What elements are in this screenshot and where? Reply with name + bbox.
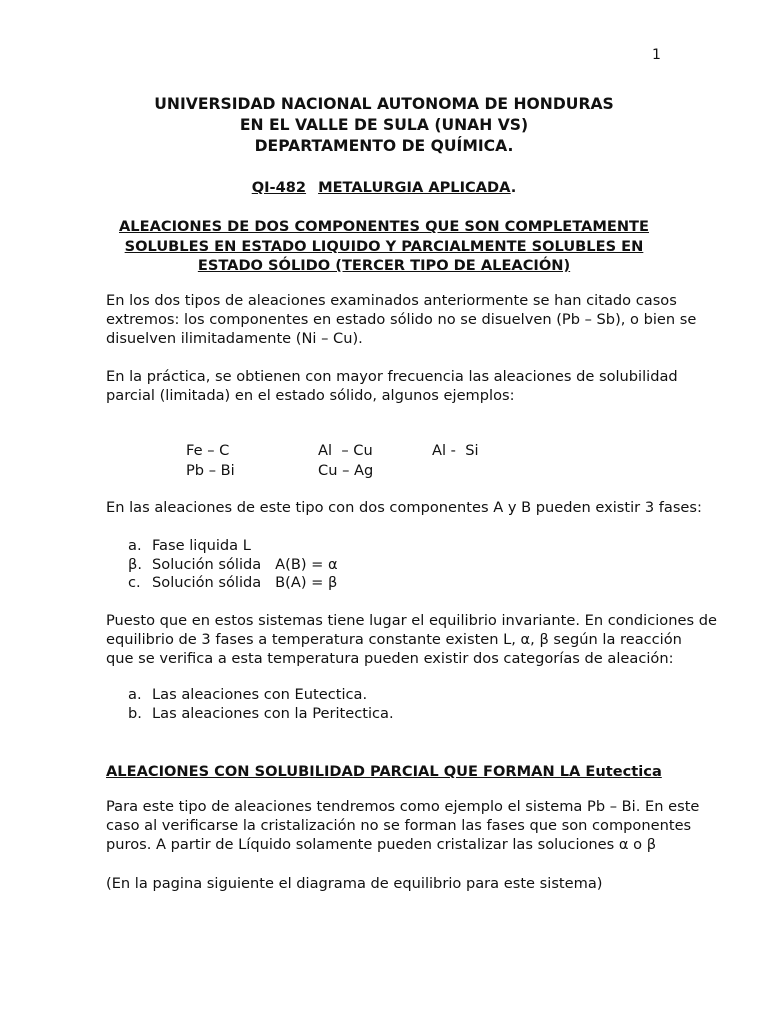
list-item bbox=[128, 685, 368, 704]
list-marker: a. bbox=[128, 537, 142, 554]
practice-paragraph bbox=[106, 367, 678, 405]
section-heading: ALEACIONES CON SOLUBILIDAD PARCIAL QUE FORMAN LA Eutectica bbox=[106, 763, 662, 780]
list-item bbox=[128, 573, 338, 592]
list-text: Las aleaciones con la Peritectica. bbox=[152, 704, 394, 722]
list-marker: β. bbox=[128, 555, 142, 573]
paragraph-line: Puesto que en estos sistemas tiene lugar el equilibrio invariante. En condiciones de bbox=[106, 612, 717, 629]
paragraph-line: que se verifica a esta temperatura pueden existir dos categorías de aleación: bbox=[106, 650, 674, 667]
intro-paragraph bbox=[106, 291, 697, 348]
topic-title-line: ESTADO SÓLIDO (TERCER TIPO DE ALEACIÓN) bbox=[197, 257, 571, 274]
topic-title-line: ALEACIONES DE DOS COMPONENTES QUE SON COMPLETAMENTE bbox=[119, 218, 649, 235]
paragraph-line: En los dos tipos de aleaciones examinados anteriormente se han citado casos bbox=[106, 292, 677, 309]
course-code: QI-482 bbox=[251, 179, 307, 196]
alloy-example: Cu – Ag bbox=[318, 461, 374, 479]
paragraph-line: disuelven ilimitadamente (Ni – Cu). bbox=[106, 330, 363, 347]
list-item bbox=[128, 555, 338, 574]
paragraph-line: caso al verificarse la cristalización no se forman las fases que son componentes bbox=[106, 817, 692, 834]
list-marker: b. bbox=[128, 704, 142, 722]
paragraph-line: Para este tipo de aleaciones tendremos como ejemplo el sistema Pb – Bi. En este bbox=[106, 798, 700, 815]
page-number: 1 bbox=[652, 47, 661, 63]
next-page-note bbox=[106, 874, 662, 893]
eutectic-paragraph bbox=[106, 797, 700, 854]
campus-name: EN EL VALLE DE SULA (UNAH VS) bbox=[239, 116, 529, 134]
list-marker: c. bbox=[128, 574, 141, 591]
alloy-example: Fe – C bbox=[186, 442, 230, 459]
paragraph-line: En las aleaciones de este tipo con dos componentes A y B pueden existir 3 fases: bbox=[106, 499, 702, 516]
list-text: Las aleaciones con Eutectica. bbox=[152, 686, 368, 703]
topic-title bbox=[0, 217, 768, 276]
document-header bbox=[0, 94, 768, 157]
categories-list bbox=[128, 685, 394, 722]
list-text: Solución sólida B(A) = β bbox=[152, 574, 338, 591]
university-name: UNIVERSIDAD NACIONAL AUTONOMA DE HONDURAS bbox=[154, 95, 614, 113]
phases-intro-paragraph bbox=[106, 498, 702, 517]
paragraph-line: En la práctica, se obtienen con mayor frecuencia las aleaciones de solubilidad bbox=[106, 368, 678, 385]
list-item bbox=[128, 536, 251, 555]
paragraph-line: parcial (limitada) en el estado sólido, algunos ejemplos: bbox=[106, 387, 515, 404]
list-text: Fase liquida L bbox=[152, 537, 251, 554]
topic-title-line: SOLUBLES EN ESTADO LIQUIDO Y PARCIALMENTE SOLUBLES EN bbox=[124, 237, 644, 255]
list-marker: a. bbox=[128, 686, 142, 703]
alloy-example: Al – Cu bbox=[318, 442, 373, 459]
alloy-example: Pb – Bi bbox=[186, 461, 235, 479]
alloy-example: Al - Si bbox=[432, 442, 479, 459]
list-text: Solución sólida A(B) = α bbox=[152, 555, 338, 573]
list-item bbox=[128, 704, 394, 723]
paragraph-line: equilibrio de 3 fases a temperatura constante existen L, α, β según la reacción bbox=[106, 631, 682, 648]
department-name: DEPARTAMENTO DE QUÍMICA. bbox=[254, 137, 514, 155]
course-name: METALURGIA APLICADA bbox=[318, 179, 511, 196]
course-title bbox=[0, 178, 768, 197]
course-trailing: . bbox=[510, 179, 517, 196]
equilibrium-paragraph bbox=[106, 611, 717, 668]
paragraph-line: extremos: los componentes en estado sólido no se disuelven (Pb – Sb), o bien se bbox=[106, 311, 697, 328]
paragraph-line: (En la pagina siguiente el diagrama de equilibrio para este sistema) bbox=[106, 875, 603, 892]
phases-list bbox=[128, 536, 338, 592]
paragraph-line: puros. A partir de Líquido solamente pueden cristalizar las soluciones α o β bbox=[106, 836, 657, 853]
